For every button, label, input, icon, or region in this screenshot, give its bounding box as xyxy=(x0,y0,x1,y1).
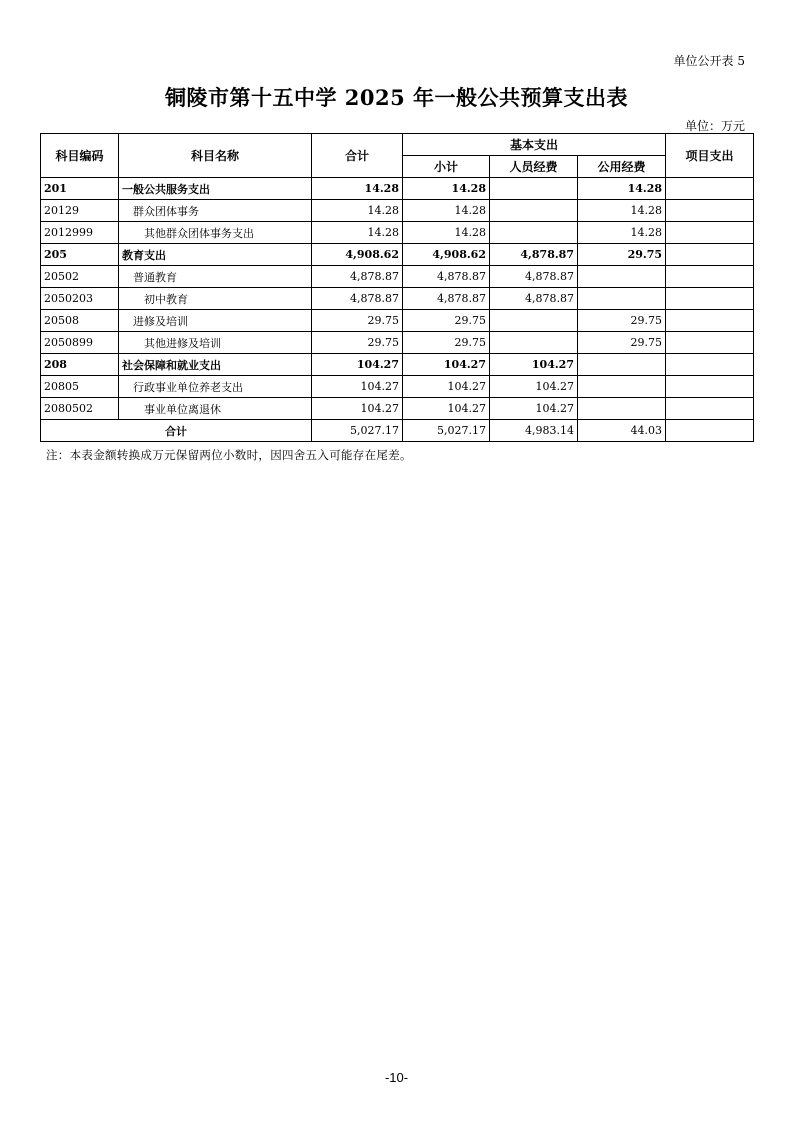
header-name: 科目名称 xyxy=(119,134,312,178)
budget-table xyxy=(40,133,754,442)
table-cell-code: 205 xyxy=(41,244,119,266)
table-row xyxy=(41,266,754,288)
table-cell-code: 20129 xyxy=(41,200,119,222)
table-cell-total: 14.28 xyxy=(312,178,403,200)
total-subtotal: 5,027.17 xyxy=(403,420,490,442)
table-cell-project xyxy=(666,244,754,266)
table-cell-public xyxy=(578,266,666,288)
table-cell-code: 20502 xyxy=(41,266,119,288)
table-row xyxy=(41,200,754,222)
header-public: 公用经费 xyxy=(578,156,666,178)
table-cell-total: 29.75 xyxy=(312,310,403,332)
table-cell-code: 2050203 xyxy=(41,288,119,310)
table-number-label: 单位公开表 5 xyxy=(673,54,745,68)
total-public: 44.03 xyxy=(578,420,666,442)
table-cell-total: 14.28 xyxy=(312,222,403,244)
table-cell-code: 2080502 xyxy=(41,398,119,420)
table-cell-name: 行政事业单位养老支出 xyxy=(119,376,312,398)
table-cell-project xyxy=(666,354,754,376)
table-cell-code: 20805 xyxy=(41,376,119,398)
table-cell-personnel xyxy=(490,178,578,200)
table-cell-project xyxy=(666,332,754,354)
table-cell-project xyxy=(666,178,754,200)
table-cell-personnel xyxy=(490,332,578,354)
table-row xyxy=(41,354,754,376)
table-row xyxy=(41,310,754,332)
table-row xyxy=(41,178,754,200)
header-personnel: 人员经费 xyxy=(490,156,578,178)
table-cell-personnel xyxy=(490,222,578,244)
table-cell-name: 其他群众团体事务支出 xyxy=(119,222,312,244)
table-row xyxy=(41,222,754,244)
table-cell-total: 14.28 xyxy=(312,200,403,222)
table-cell-public: 14.28 xyxy=(578,200,666,222)
table-cell-public: 29.75 xyxy=(578,310,666,332)
table-cell-project xyxy=(666,398,754,420)
table-cell-public: 14.28 xyxy=(578,222,666,244)
table-cell-subtotal: 104.27 xyxy=(403,354,490,376)
table-cell-name: 群众团体事务 xyxy=(119,200,312,222)
table-cell-total: 104.27 xyxy=(312,354,403,376)
header-project: 项目支出 xyxy=(666,134,754,178)
table-cell-personnel: 4,878.87 xyxy=(490,244,578,266)
total-project xyxy=(666,420,754,442)
table-cell-project xyxy=(666,288,754,310)
table-cell-subtotal: 29.75 xyxy=(403,310,490,332)
table-cell-subtotal: 29.75 xyxy=(403,332,490,354)
total-total: 5,027.17 xyxy=(312,420,403,442)
table-cell-total: 104.27 xyxy=(312,376,403,398)
table-cell-name: 其他进修及培训 xyxy=(119,332,312,354)
table-cell-public xyxy=(578,376,666,398)
table-cell-name: 普通教育 xyxy=(119,266,312,288)
table-cell-personnel: 104.27 xyxy=(490,398,578,420)
table-cell-subtotal: 14.28 xyxy=(403,178,490,200)
table-cell-public xyxy=(578,288,666,310)
total-personnel: 4,983.14 xyxy=(490,420,578,442)
table-cell-personnel: 104.27 xyxy=(490,376,578,398)
table-row xyxy=(41,398,754,420)
table-cell-subtotal: 4,878.87 xyxy=(403,288,490,310)
table-cell-name: 社会保障和就业支出 xyxy=(119,354,312,376)
table-cell-public xyxy=(578,354,666,376)
header-total: 合计 xyxy=(312,134,403,178)
table-cell-name: 初中教育 xyxy=(119,288,312,310)
table-cell-total: 4,878.87 xyxy=(312,288,403,310)
table-cell-code: 2012999 xyxy=(41,222,119,244)
table-cell-subtotal: 104.27 xyxy=(403,376,490,398)
table-cell-name: 进修及培训 xyxy=(119,310,312,332)
header-subtotal: 小计 xyxy=(403,156,490,178)
table-row xyxy=(41,288,754,310)
table-cell-total: 4,908.62 xyxy=(312,244,403,266)
table-cell-code: 2050899 xyxy=(41,332,119,354)
unit-label: 单位：万元 xyxy=(684,119,745,133)
table-cell-project xyxy=(666,310,754,332)
page-title: 铜陵市第十五中学 2025 年一般公共预算支出表 xyxy=(164,85,629,110)
table-row xyxy=(41,376,754,398)
table-cell-project xyxy=(666,222,754,244)
footnote: 注：本表金额转换成万元保留两位小数时，因四舍五入可能存在尾差。 xyxy=(46,448,412,462)
table-cell-total: 29.75 xyxy=(312,332,403,354)
table-cell-personnel xyxy=(490,200,578,222)
table-cell-personnel: 4,878.87 xyxy=(490,288,578,310)
total-label: 合计 xyxy=(41,420,312,442)
header-basic: 基本支出 xyxy=(403,134,666,156)
table-cell-personnel xyxy=(490,310,578,332)
table-cell-name: 一般公共服务支出 xyxy=(119,178,312,200)
total-row xyxy=(41,420,754,442)
table-row xyxy=(41,244,754,266)
table-cell-subtotal: 4,908.62 xyxy=(403,244,490,266)
table-cell-public: 14.28 xyxy=(578,178,666,200)
table-body xyxy=(41,178,754,420)
table-cell-total: 104.27 xyxy=(312,398,403,420)
table-row xyxy=(41,332,754,354)
table-cell-code: 20508 xyxy=(41,310,119,332)
table-cell-public: 29.75 xyxy=(578,332,666,354)
table-cell-public: 29.75 xyxy=(578,244,666,266)
table-cell-name: 事业单位离退休 xyxy=(119,398,312,420)
table-cell-project xyxy=(666,200,754,222)
table-cell-personnel: 104.27 xyxy=(490,354,578,376)
table-cell-subtotal: 14.28 xyxy=(403,222,490,244)
table-cell-subtotal: 104.27 xyxy=(403,398,490,420)
table-cell-name: 教育支出 xyxy=(119,244,312,266)
page-number: -10- xyxy=(384,1070,409,1085)
table-cell-code: 208 xyxy=(41,354,119,376)
table-cell-project xyxy=(666,376,754,398)
table-cell-code: 201 xyxy=(41,178,119,200)
table-cell-project xyxy=(666,266,754,288)
table-cell-personnel: 4,878.87 xyxy=(490,266,578,288)
table-cell-subtotal: 4,878.87 xyxy=(403,266,490,288)
table-cell-subtotal: 14.28 xyxy=(403,200,490,222)
table-cell-total: 4,878.87 xyxy=(312,266,403,288)
header-code: 科目编码 xyxy=(41,134,119,178)
table-cell-public xyxy=(578,398,666,420)
